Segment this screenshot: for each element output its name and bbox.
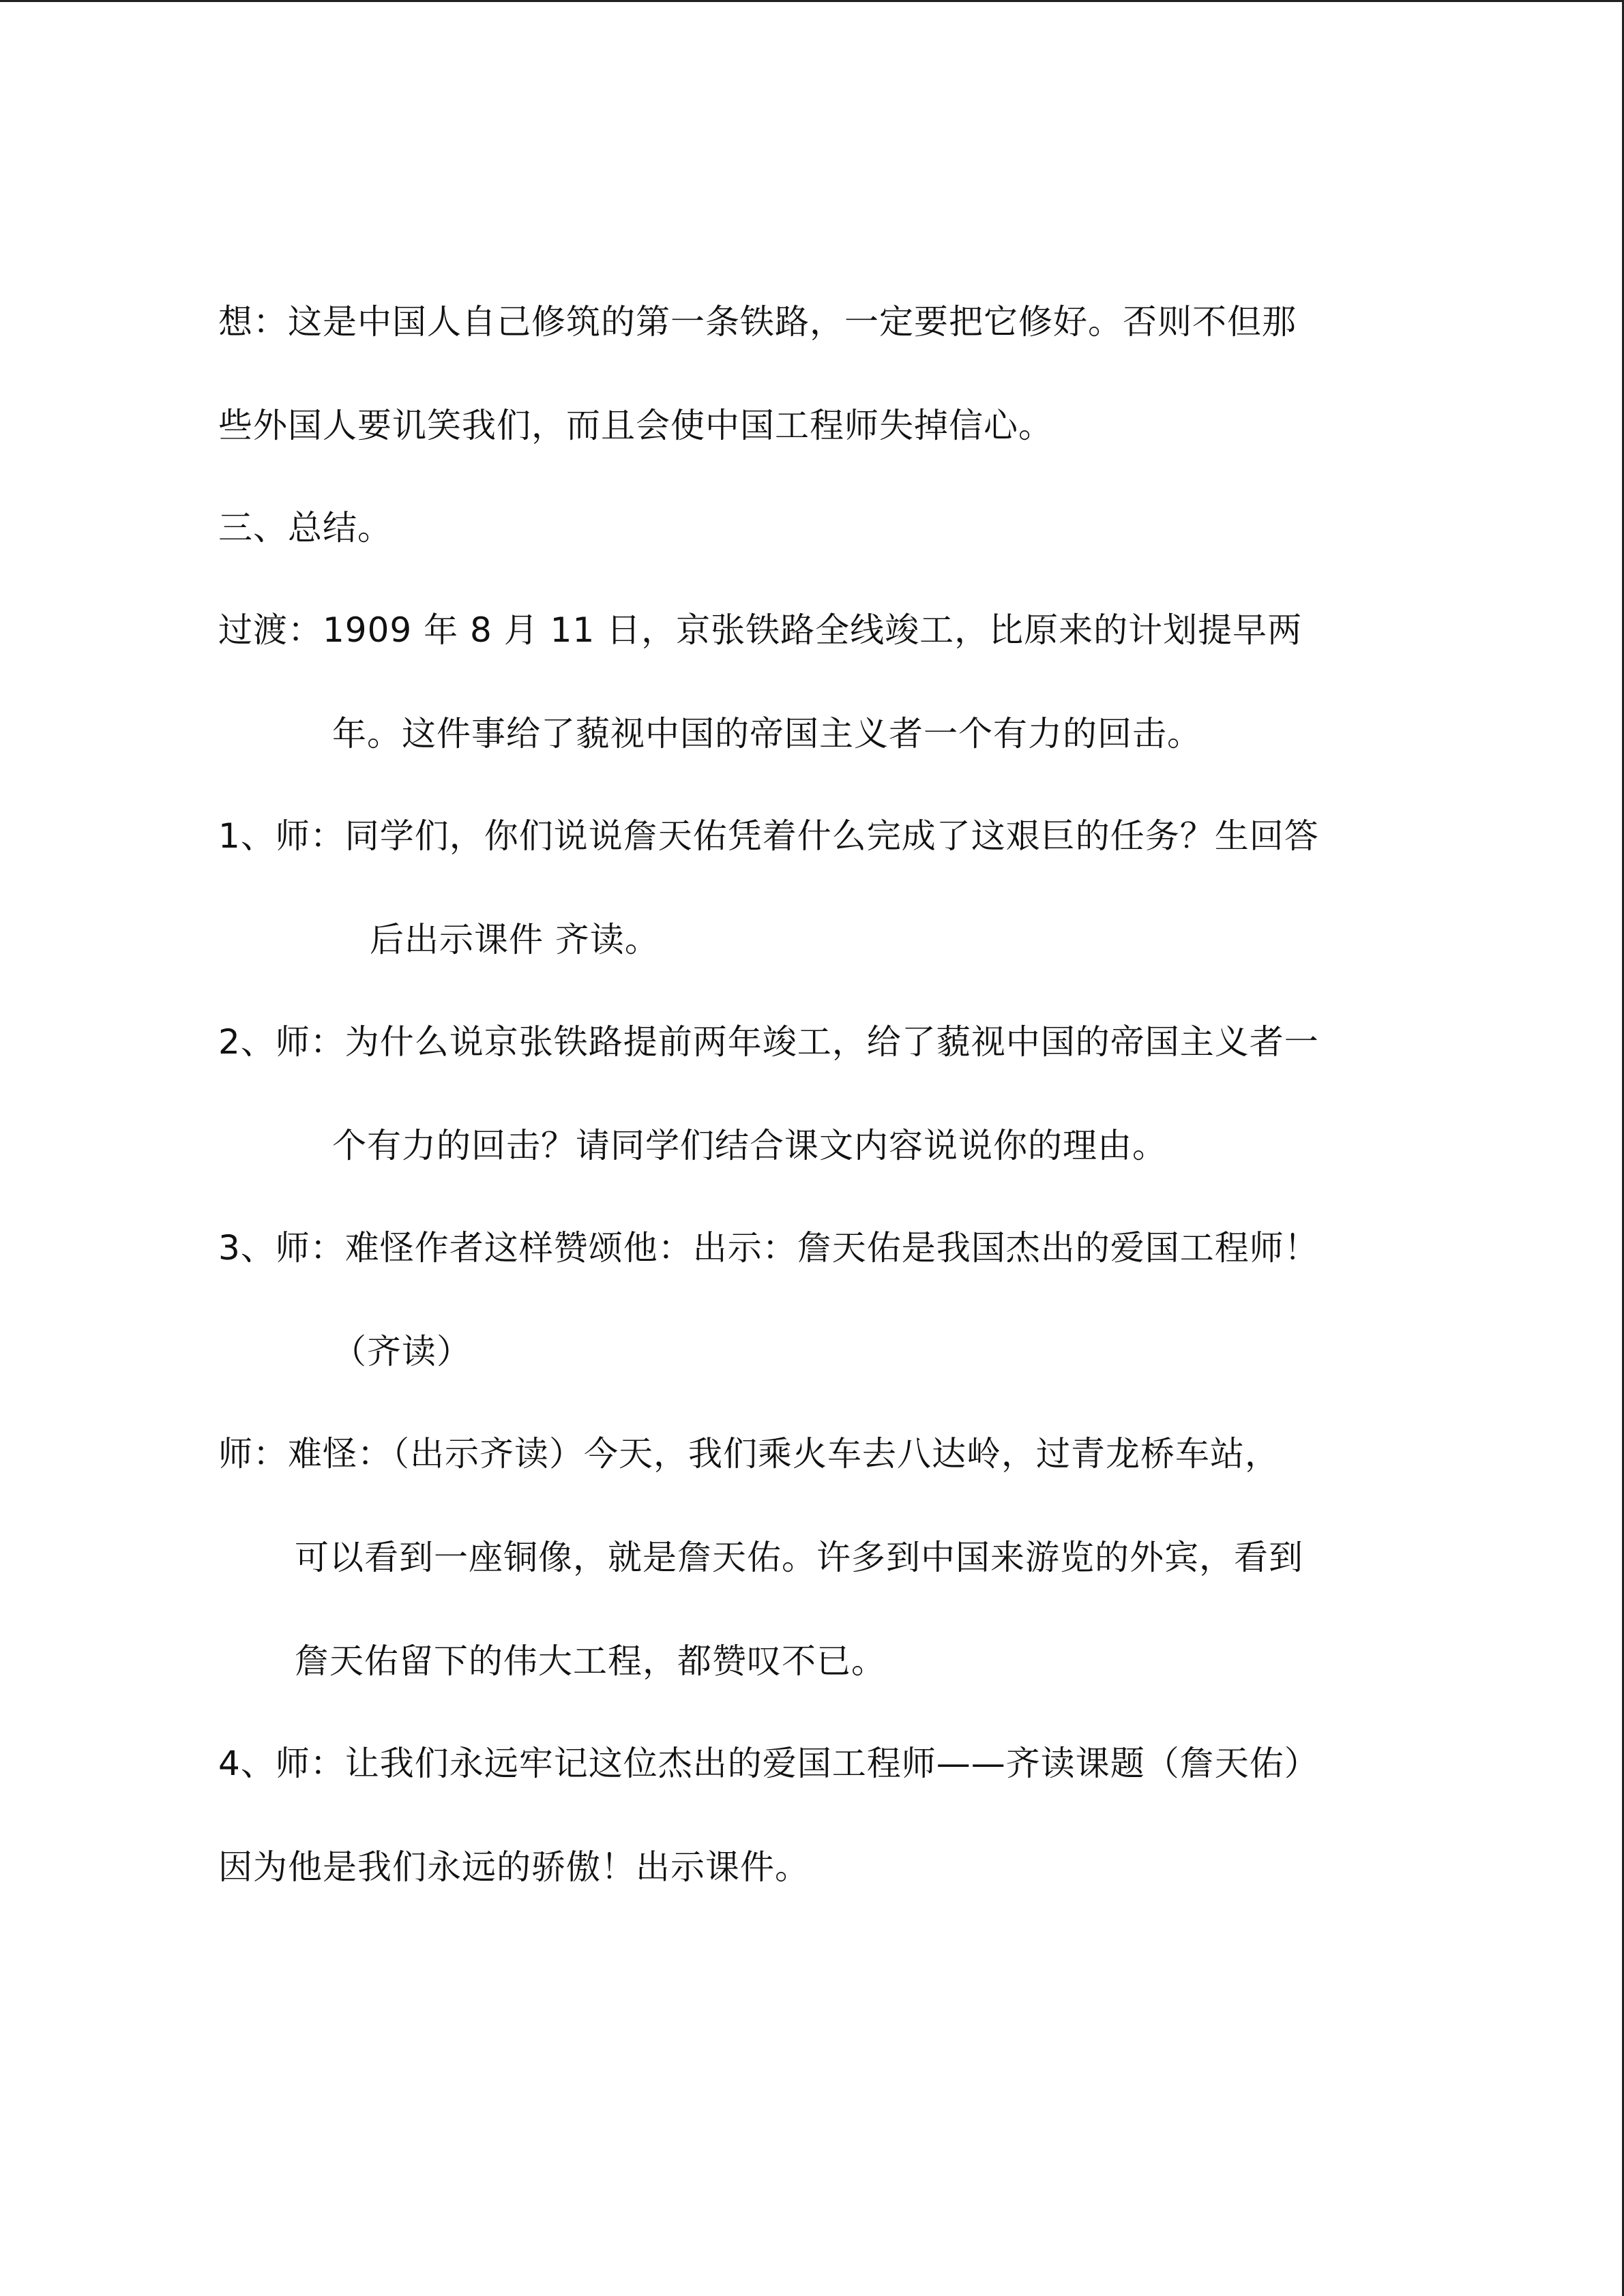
text-line: 想：这是中国人自己修筑的第一条铁路，一定要把它修好。否则不但那 — [218, 302, 1297, 342]
text-line: 1、师：同学们，你们说说詹天佑凭着什么完成了这艰巨的任务？生回答 — [218, 816, 1319, 856]
document-body — [218, 302, 1446, 1887]
text-line: 4、师：让我们永远牢记这位杰出的爱国工程师——齐读课题（詹天佑） — [218, 1744, 1319, 1783]
text-line: 可以看到一座铜像，就是詹天佑。许多到中国来游览的外宾，看到 — [295, 1538, 1303, 1577]
text-line: 2、师：为什么说京张铁路提前两年竣工，给了藐视中国的帝国主义者一 — [218, 1022, 1319, 1062]
text-line: 师：难怪：（出示齐读）今天，我们乘火车去八达岭，过青龙桥车站， — [218, 1434, 1280, 1474]
section-heading: 三、总结。 — [218, 508, 392, 548]
text-line: 3、师：难怪作者这样赞颂他：出示：詹天佑是我国杰出的爱国工程师！ — [218, 1228, 1319, 1268]
text-line: 后出示课件 齐读。 — [370, 920, 660, 959]
text-line: 些外国人要讥笑我们，而且会使中国工程师失掉信心。 — [218, 406, 1053, 445]
text-line: （齐读） — [332, 1332, 471, 1371]
text-line: 个有力的回击？请同学们结合课文内容说说你的理由。 — [332, 1126, 1167, 1165]
text-line: 过渡：1909 年 8 月 11 日，京张铁路全线竣工，比原来的计划提早两 — [218, 610, 1303, 650]
text-line: 因为他是我们永远的骄傲！出示课件。 — [218, 1847, 810, 1887]
text-line: 年。这件事给了藐视中国的帝国主义者一个有力的回击。 — [332, 714, 1202, 754]
text-line: 詹天佑留下的伟大工程，都赞叹不已。 — [295, 1641, 886, 1681]
